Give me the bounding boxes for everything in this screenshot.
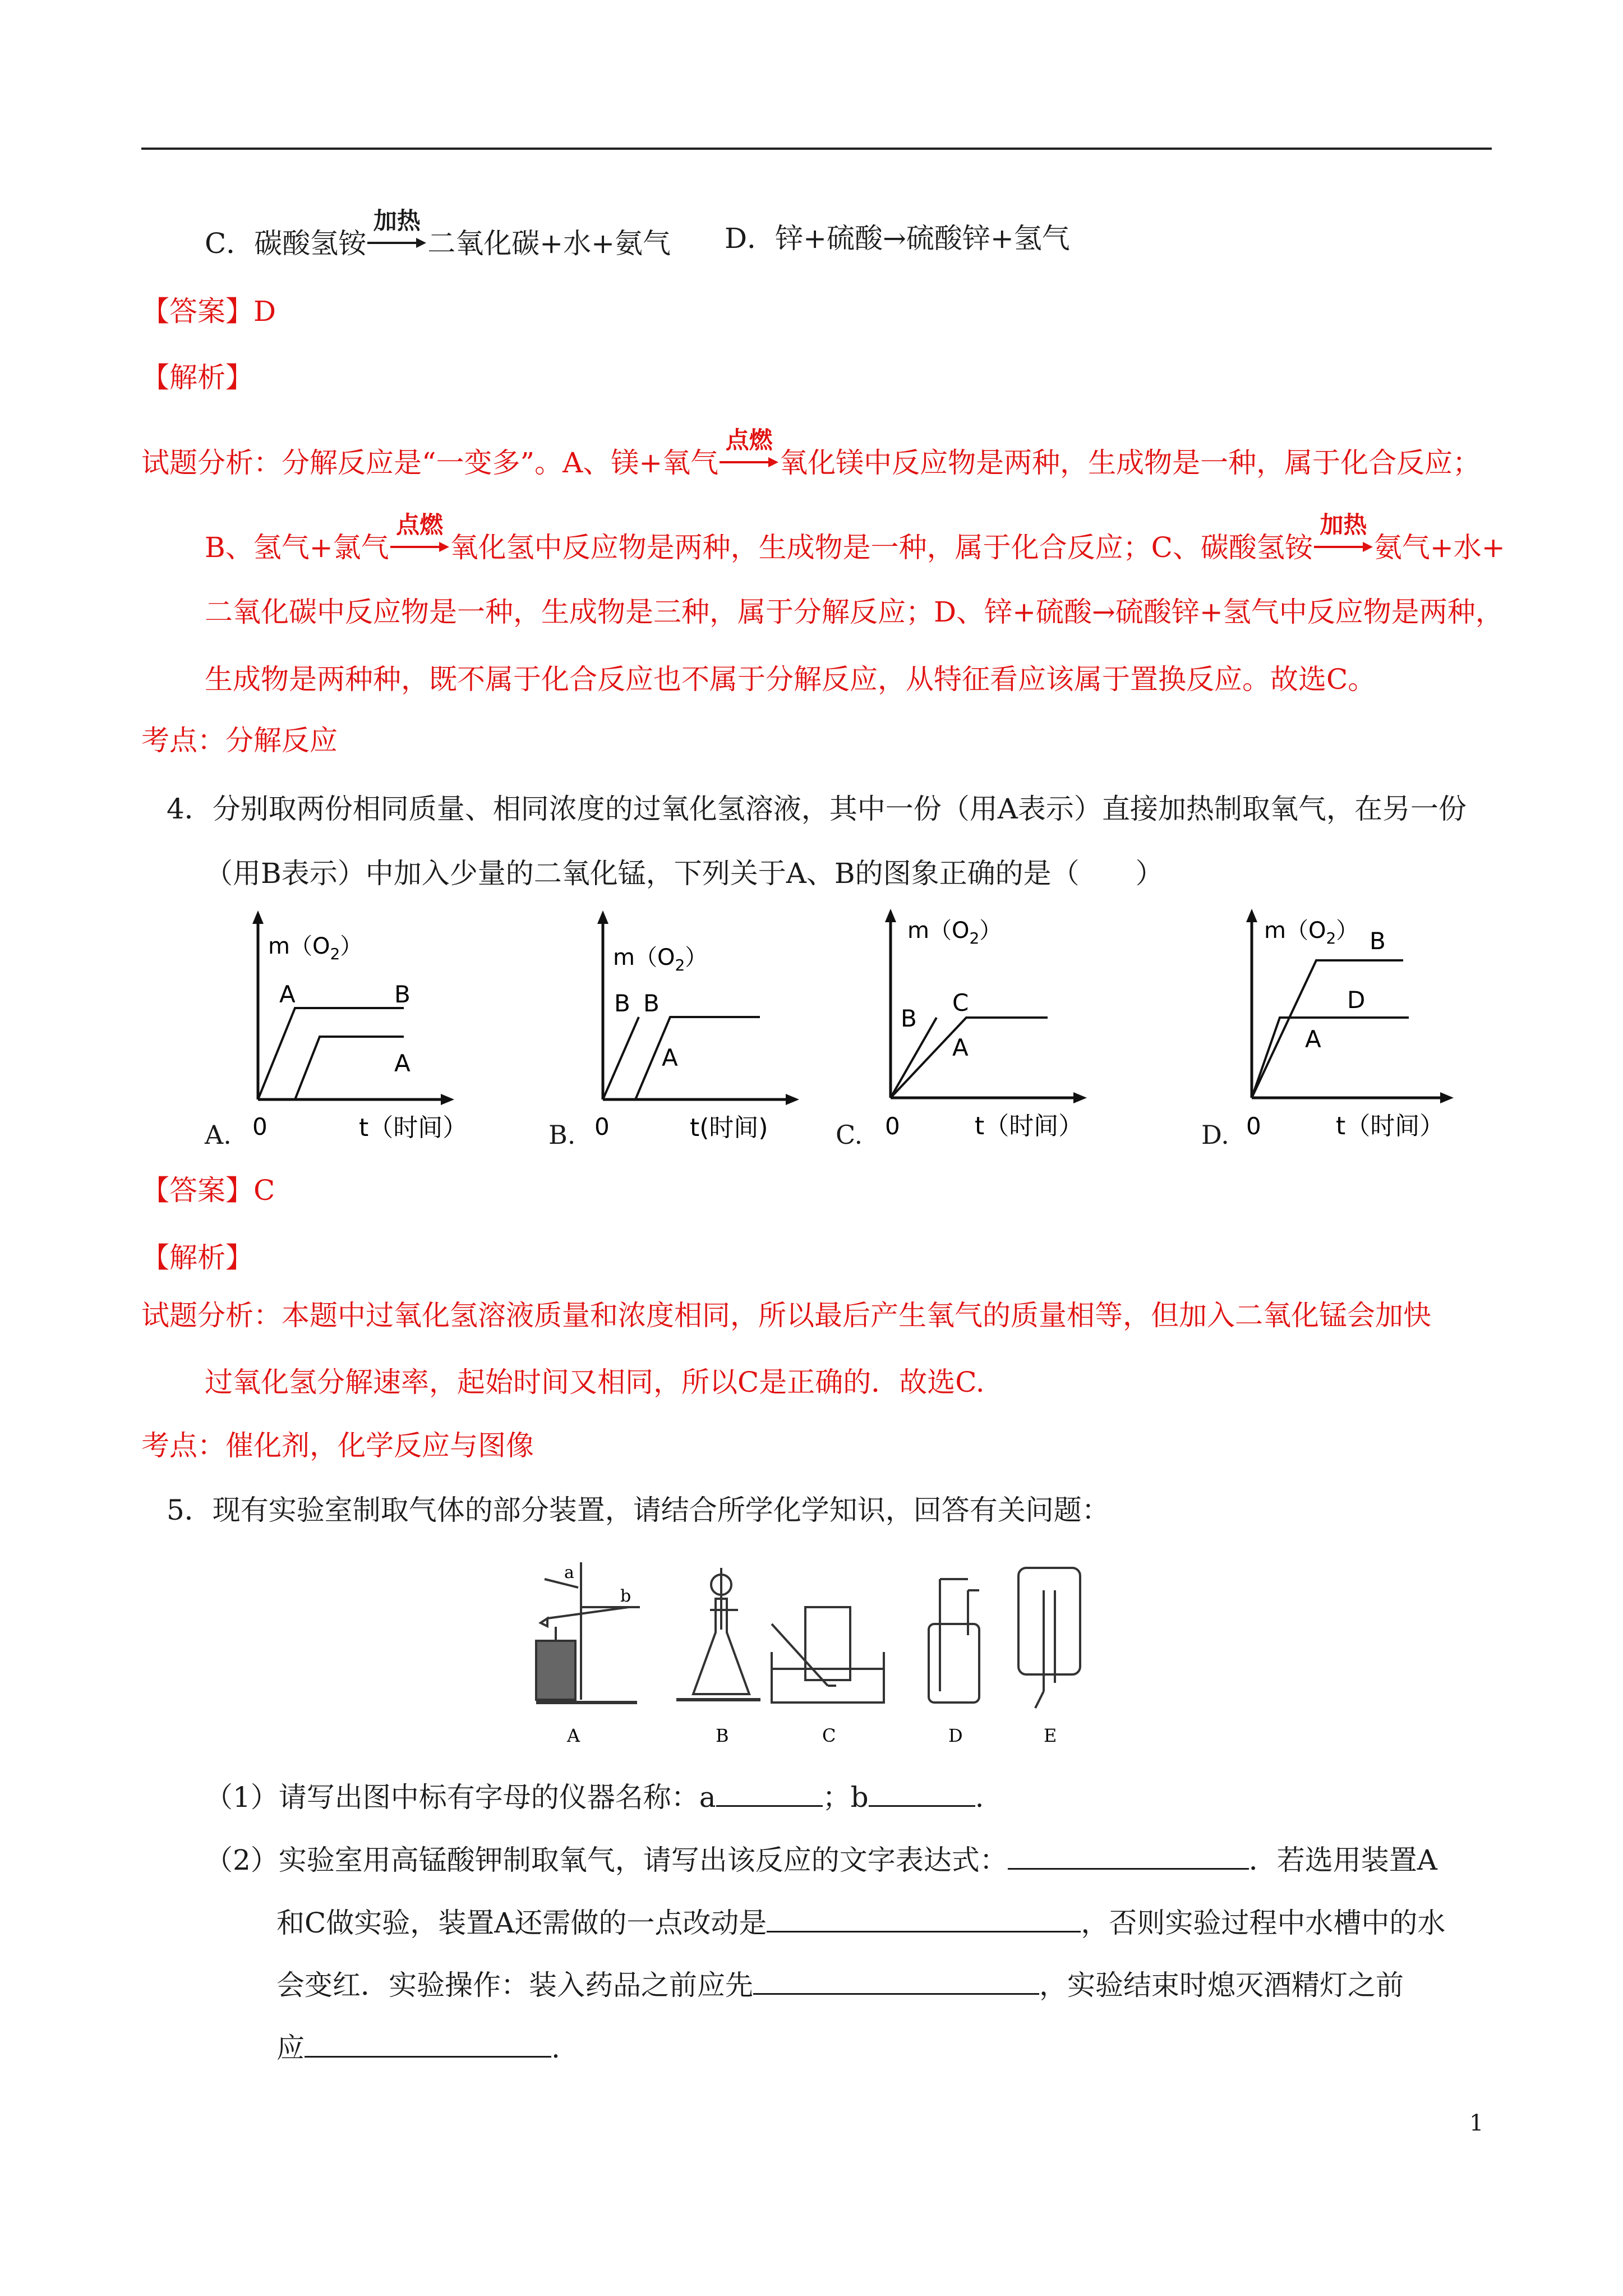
apparatus-label-e: E	[1044, 1725, 1057, 1746]
q4-answer: 【答案】C	[141, 1174, 275, 1207]
apparatus-label-a: A	[567, 1725, 580, 1746]
q4-analysis-line2: 过氧化氢分解速率，起始时间又相同，所以C是正确的．故选C.	[205, 1366, 985, 1398]
origin-label: 0	[594, 1113, 610, 1140]
curve-label-a: A	[279, 981, 296, 1008]
answer-blank-check[interactable]	[753, 1966, 1039, 1995]
graph-c-option: C.	[836, 1120, 863, 1150]
instrument-marker-a: a	[564, 1563, 574, 1582]
answer-blank-b[interactable]	[869, 1778, 975, 1807]
part1-text: .	[975, 1781, 984, 1814]
curve-label-a: A	[662, 1044, 678, 1071]
y-axis-label: $m(O_2)$	[907, 918, 1002, 947]
apparatus-label-c: C	[822, 1725, 836, 1746]
curve-label-c: C	[952, 989, 969, 1016]
graph-d-option: D.	[1201, 1120, 1229, 1150]
curve-label-a2: A	[394, 1050, 411, 1077]
curve-label-a: A	[1305, 1025, 1321, 1053]
q5-intro: 5．现有实验室制取气体的部分装置，请结合所学化学知识，回答有关问题：	[167, 1494, 1110, 1526]
reaction-arrow	[720, 426, 778, 472]
graph-c	[868, 904, 1104, 1159]
page-number: 1	[1469, 2110, 1484, 2136]
x-axis-label: t（时间）	[1336, 1112, 1445, 1140]
analysis-text: 氧化氢中反应物是两种，生成物是一种，属于化合反应；C、碳酸氢铵	[450, 531, 1313, 564]
q5-part1	[205, 1778, 984, 1814]
q5-part2-line1	[205, 1841, 1437, 1877]
q5-part2-line3	[276, 1966, 1404, 2002]
header-rule	[141, 148, 1492, 150]
q4-question-line2: （用B表示）中加入少量的二氧化锰，下列关于A、B的图象正确的是（ ）	[205, 857, 1164, 890]
part1-text: （1）请写出图中标有字母的仪器名称：a	[205, 1781, 716, 1814]
answer-blank-equation[interactable]	[1008, 1841, 1249, 1870]
q3-analysis-line1	[141, 426, 1481, 480]
arrow-condition: 加热	[373, 207, 421, 234]
q3-option-c	[205, 207, 671, 260]
q3-answer: 【答案】D	[141, 295, 276, 328]
q4-question-line1: 4．分别取两份相同质量、相同浓度的过氧化氢溶液，其中一份（用A表示）直接加热制取氧气，在另一份	[167, 793, 1467, 825]
q3-option-d: D．锌+硫酸→硫酸锌+氢气	[725, 222, 1070, 255]
apparatus-label-b: B	[716, 1725, 729, 1746]
lab-apparatus-figure	[525, 1557, 1117, 1747]
part1-text: ；b	[822, 1781, 869, 1814]
graph-a	[236, 906, 471, 1161]
graph-d	[1229, 904, 1470, 1159]
option-c-label: C．碳酸氢铵	[205, 227, 367, 260]
curve-label-b: B	[901, 1005, 917, 1032]
part2-text: ，否则实验过程中水槽中的水	[1081, 1907, 1446, 1939]
x-axis-label: t（时间）	[975, 1112, 1083, 1140]
curve-label-b: B	[394, 981, 411, 1008]
curve-label-d: D	[1347, 986, 1366, 1014]
analysis-text: B、氢气+氯气	[205, 531, 389, 564]
q3-analysis-line3: 二氧化碳中反应物是一种，生成物是三种，属于分解反应；D、锌+硫酸→硫酸锌+氢气中反应物是两种，	[205, 596, 1504, 628]
q3-kaodian: 考点：分解反应	[141, 724, 338, 757]
origin-label: 0	[1246, 1112, 1261, 1140]
answer-blank-modification[interactable]	[767, 1904, 1081, 1932]
curve-label-b: B	[614, 990, 630, 1017]
q4-jiexi-heading: 【解析】	[141, 1241, 253, 1274]
reaction-arrow	[390, 511, 449, 557]
part2-text: 应	[276, 2032, 305, 2064]
part2-text: ．若选用装置A	[1248, 1844, 1437, 1876]
arrow-condition: 点燃	[725, 426, 773, 454]
q3-jiexi-heading: 【解析】	[141, 361, 253, 394]
y-axis-label: $m(O_2)$	[268, 933, 363, 963]
analysis-text: 氨气+水+	[1373, 531, 1505, 564]
curve-label-b: B	[1370, 927, 1386, 955]
graph-a-option: A.	[205, 1120, 232, 1150]
arrow-condition: 加热	[1320, 511, 1367, 539]
reaction-arrow	[367, 207, 426, 253]
part2-text: 会变红．实验操作：装入药品之前应先	[276, 1969, 753, 2001]
x-axis-label: t(时间)	[690, 1114, 768, 1142]
analysis-text: 试题分析：分解反应是“一变多”。A、镁+氧气	[141, 447, 719, 479]
curve-label-b2: B	[643, 990, 660, 1017]
instrument-marker-b: b	[620, 1586, 631, 1606]
q4-analysis-line1: 试题分析：本题中过氧化氢溶液质量和浓度相同，所以最后产生氧气的质量相等，但加入二氧化锰会加快	[141, 1299, 1431, 1332]
part2-text: ，实验结束时熄灭酒精灯之前	[1039, 1969, 1404, 2001]
answer-blank-a[interactable]	[716, 1778, 823, 1807]
x-axis-label: t（时间）	[359, 1114, 468, 1142]
curve-label-a: A	[952, 1034, 969, 1061]
arrow-condition: 点燃	[396, 511, 444, 539]
graph-b-option: B.	[548, 1120, 576, 1150]
part2-text: 和C做实验，装置A还需做的一点改动是	[276, 1907, 767, 1939]
analysis-text: 氧化镁中反应物是两种，生成物是一种，属于化合反应；	[780, 447, 1481, 479]
reaction-arrow	[1314, 511, 1373, 557]
y-axis-label: $m(O_2)$	[1264, 918, 1359, 947]
origin-label: 0	[252, 1113, 268, 1140]
q5-part2-line2	[276, 1904, 1445, 1940]
answer-blank-before-extinguish[interactable]	[305, 2029, 551, 2058]
apparatus-label-d: D	[948, 1725, 963, 1746]
graph-b	[580, 906, 816, 1161]
q4-kaodian: 考点：催化剂，化学反应与图像	[141, 1429, 534, 1462]
part2-text: .	[551, 2032, 560, 2064]
origin-label: 0	[885, 1112, 900, 1140]
q3-analysis-line4: 生成物是两种种，既不属于化合反应也不属于分解反应，从特征看应该属于置换反应。故选C。	[205, 663, 1376, 696]
part2-text: （2）实验室用高锰酸钾制取氧气，请写出该反应的文字表达式：	[205, 1844, 1008, 1876]
q5-part2-line4	[276, 2029, 560, 2065]
option-c-products: 二氧化碳+水+氨气	[427, 227, 671, 260]
q3-analysis-line2	[205, 511, 1505, 564]
y-axis-label: $m(O_2)$	[613, 945, 708, 974]
